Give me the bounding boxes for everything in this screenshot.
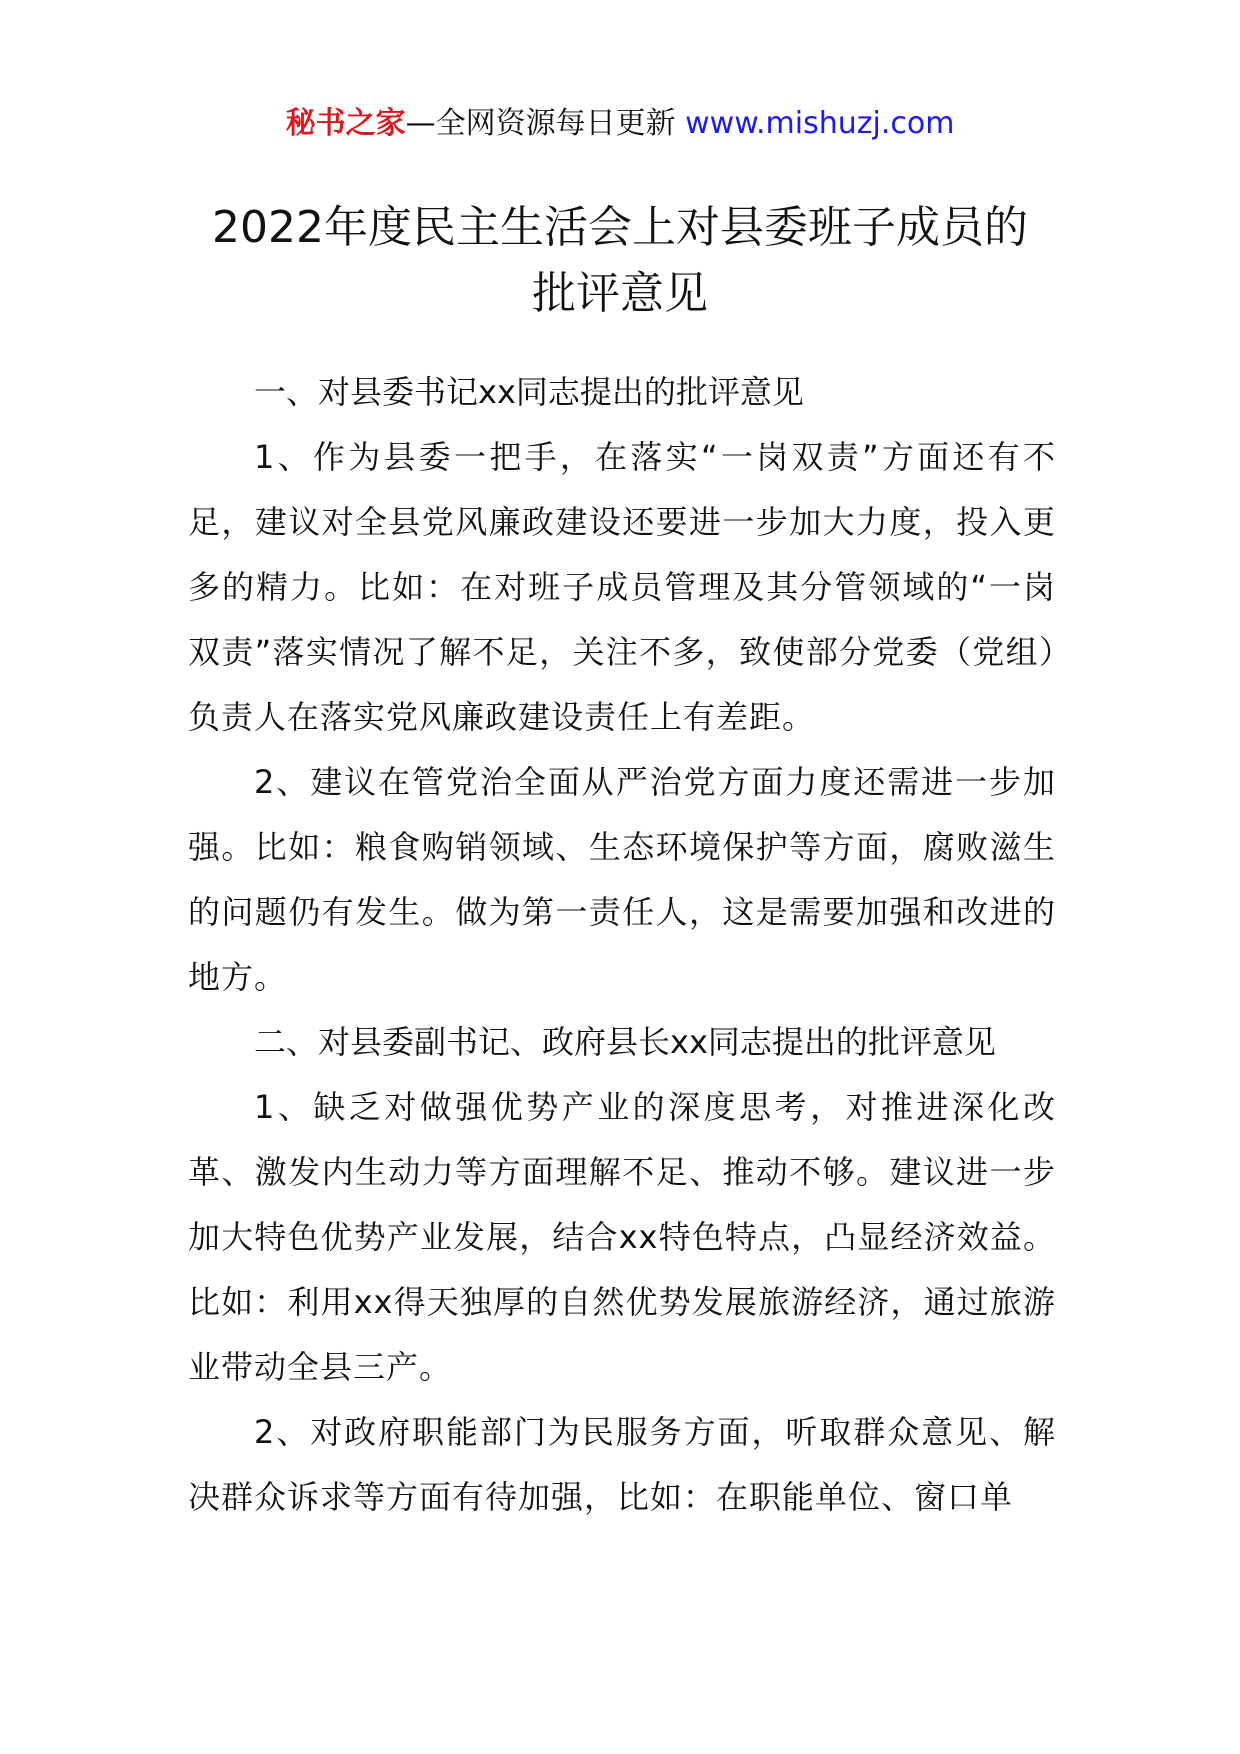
title-line-2: 批评意见 (532, 268, 708, 319)
site-header (0, 102, 1240, 146)
site-url-link[interactable]: www.mishuzj.com (685, 106, 955, 141)
section-heading-2: 二、对县委副书记、政府县长xx同志提出的批评意见 (254, 1023, 996, 1061)
paragraph: 2、建议在管党治全面从严治党方面力度还需进一步加强。比如：粮食购销领域、生态环境保护等方面，腐败滋生的问题仍有发生。做为第一责任人，这是需要加强和改进的地方。 (188, 763, 1056, 996)
paragraph: 1、作为县委一把手，在落实“一岗双责”方面还有不足，建议对全县党风廉政建设还要进一步加大力度，投入更多的精力。比如：在对班子成员管理及其分管领域的“一岗双责”落实情况了解不足，关注不多，致使部分党委（党组）负责人在落实党风廉政建设责任上有差距。 (188, 438, 1056, 736)
section-heading-1: 一、对县委书记xx同志提出的批评意见 (254, 373, 804, 411)
paragraph: 2、对政府职能部门为民服务方面，听取群众意见、解决群众诉求等方面有待加强，比如：在职能单位、窗口单 (188, 1413, 1056, 1516)
paragraph: 1、缺乏对做强优势产业的深度思考，对推进深化改革、激发内生动力等方面理解不足、推动不够。建议进一步加大特色优势产业发展，结合xx特色特点，凸显经济效益。比如：利用xx得天独厚的自然优势发展旅游经济，通过旅游业带动全县三产。 (188, 1088, 1056, 1386)
title-line-1: 2022年度民主生活会上对县委班子成员的 (212, 202, 1028, 253)
document-title (150, 195, 1090, 327)
header-tagline: —全网资源每日更新 (405, 106, 676, 141)
document-body (188, 360, 1056, 1530)
brand-name: 秘书之家 (285, 106, 406, 141)
